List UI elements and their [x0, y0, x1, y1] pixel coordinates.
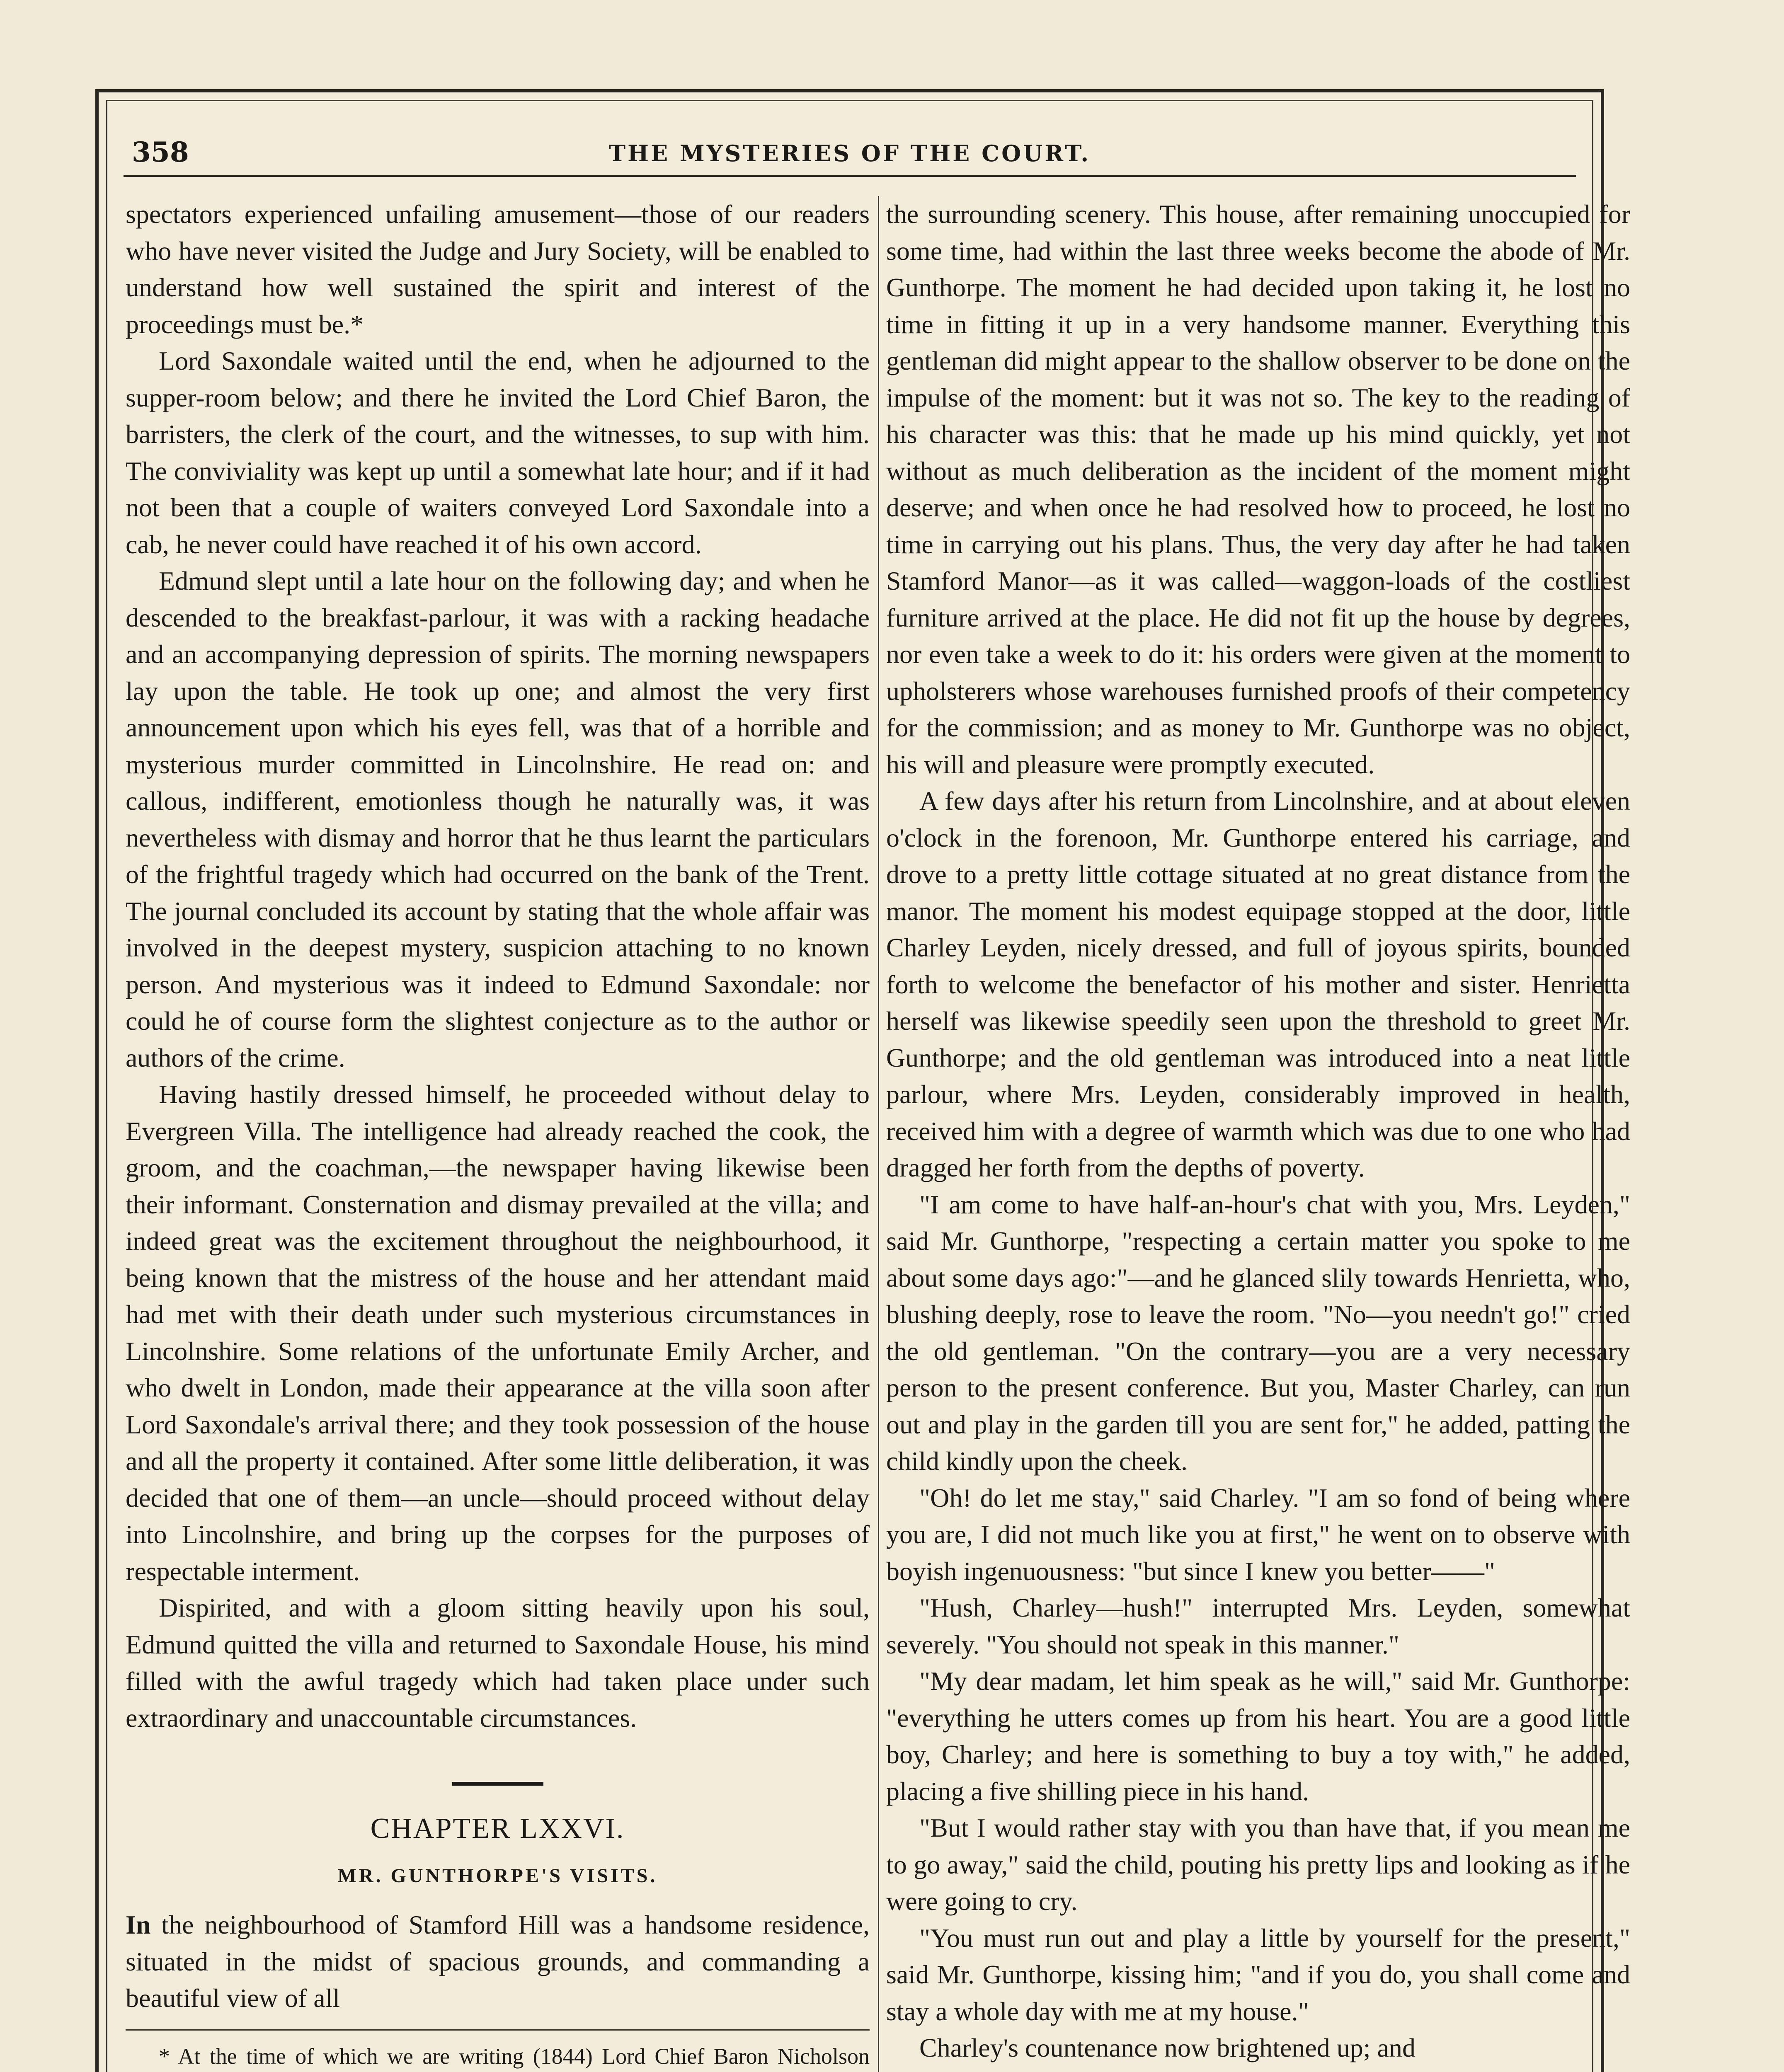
paragraph: "I am come to have half-an-hour's chat with you, Mrs. Leyden," said Mr. Gunthorpe, "respecting a certain matter you spoke to me about some days ago:"—and he glanced slily towards Henrietta, who, blushing deeply, rose to leave the room. "No—you needn't go!" cried the old gentleman. "On the contrary—you are a very necessary person to the present conference. But you, Master Charley, can run out and play in the garden till you are sent for," he added, patting the child kindly upon the cheek. — [886, 1189, 1630, 1476]
paragraph: Having hastily dressed himself, he proceeded without delay to Evergreen Villa. The intelligence had already reached the cook, the groom, and the coachman,—the newspaper having likewise been their informant. Consternation and dismay prevailed at the villa; and indeed great was the excitement throughout the neighbourhood, it being known that the mistress of the house and her attendant maid had met with their death under such mysterious circumstances in Lincolnshire. Some relations of the unfortunate Emily Archer, and who dwelt in London, made their appearance at the villa soon after Lord Saxondale's arrival there; and they took possession of the house and all the property it contained. After some little deliberation, it was decided that one of them—an uncle—should proceed without delay into Lincolnshire, and bring up the corpses for the purposes of respectable interment. — [126, 1080, 870, 1586]
paragraph: the surrounding scenery. This house, after remaining unoccupied for some time, had within the last three weeks become the abode of Mr. Gunthorpe. The moment he had decided upon taking it, he lost no time in fitting it up in a very handsome manner. Everything this gentleman did might appear to the shallow observer to be done on the impulse of the moment: but it was not so. The key to the reading of his character was this: that he made up his mind quickly, yet not without as much deliberation as the incident of the moment might deserve; and when once he had resolved how to proceed, he lost no time in carrying out his plans. Thus, the very day after he had taken Stamford Manor—as it was called—waggon-loads of the costliest furniture arrived at the place. He did not fit up the house by degrees, nor even take a week to do it: his orders were given at the moment to upholsterers whose warehouses furnished proofs of their competency for the commission; and as money to Mr. Gunthorpe was no object, his will and pleasure were promptly executed. — [886, 199, 1630, 779]
opening-initial: In — [126, 1910, 151, 1939]
chapter-opening-paragraph — [126, 1907, 870, 2017]
paragraph: "My dear madam, let him speak as he will," said Mr. Gunthorpe: "everything he utters comes up from his heart. You are a good little boy, Charley; and here is something to buy a toy with," he added, placing a five shilling piece in his hand. — [886, 1666, 1630, 1806]
paragraph: Edmund slept until a late hour on the following day; and when he descended to the breakfast-parlour, it was with a racking headache and an accompanying depression of spirits. The morning newspapers lay upon the table. He took up one; and almost the very first announcement upon which his eyes fell, was that of a horrible and mysterious murder committed in Lincolnshire. He read on: and callous, indifferent, emotionless though he naturally was, it was nevertheless with dismay and horror that he thus learnt the particulars of the frightful tragedy which had occurred on the bank of the Trent. The journal concluded its account by stating that the whole affair was involved in the deepest mystery, suspicion attaching to no known person. And mysterious was it indeed to Edmund Saxondale: nor could he of course form the slightest conjecture as to the author or authors of the crime. — [126, 566, 870, 1072]
paragraph: spectators experienced unfailing amusement—those of our readers who have never visited the Judge and Jury Society, will be enabled to understand how well sustained the spirit and interest of the proceedings must be.* — [126, 199, 870, 339]
paragraph: Charley's countenance now brightened up; and — [919, 2033, 1416, 2062]
footnote: * At the time of which we are writing (1844) Lord Chief Baron Nicholson — [159, 2043, 870, 2069]
paragraph: "But I would rather stay with you than have that, if you mean me to go away," said the child, pouting his pretty lips and looking as if he were going to cry. — [886, 1813, 1630, 1916]
running-title: THE MYSTERIES OF THE COURT. — [608, 140, 1091, 167]
footnote-rule — [126, 2029, 870, 2031]
column-divider — [878, 196, 879, 2072]
paragraph: "Oh! do let me stay," said Charley. "I am so fond of being where you are, I did not much like you at first," he went on to observe with boyish ingenuousness: "but since I knew you better——" — [886, 1483, 1630, 1586]
chapter-title: CHAPTER LXXVI. — [370, 1813, 625, 1844]
page-header — [132, 132, 1568, 177]
right-column — [886, 196, 1630, 2072]
opening-text: the neighbourhood of Stamford Hill was a handsome residence, situated in the midst of spacious grounds, and commanding a beautiful view of all — [126, 1910, 870, 2013]
paragraph: Lord Saxondale waited until the end, when he adjourned to the supper-room below; and there he invited the Lord Chief Baron, the barristers, the clerk of the court, and the witnesses, to sup with him. The conviviality was kept up until a somewhat late hour; and if it had not been that a couple of waiters conveyed Lord Saxondale into a cab, he never could have reached it of his own accord. — [126, 346, 870, 559]
page-number: 358 — [132, 136, 189, 168]
left-column — [126, 196, 870, 2072]
chapter-rule — [452, 1782, 543, 1786]
paragraph: Dispirited, and with a gloom sitting heavily upon his soul, Edmund quitted the villa and returned to Saxondale House, his mind filled with the awful tragedy which had taken place under such extraordinary and unaccountable circumstances. — [126, 1593, 870, 1733]
paragraph: A few days after his return from Lincolnshire, and at about eleven o'clock in the forenoon, Mr. Gunthorpe entered his carriage, and drove to a pretty little cottage situated at no great distance from the manor. The moment his modest equipage stopped at the door, little Charley Leyden, nicely dressed, and full of joyous spirits, bounded forth to welcome the benefactor of his mother and sister. Henrietta herself was likewise speedily seen upon the threshold to greet Mr. Gunthorpe; and the old gentleman was introduced into a neat little parlour, where Mrs. Leyden, considerably improved in health, received him with a degree of warmth which was due to one who had dragged her forth from the depths of poverty. — [886, 786, 1630, 1182]
page-frame — [95, 89, 1630, 2072]
paragraph: "Hush, Charley—hush!" interrupted Mrs. Leyden, somewhat severely. "You should not speak in this manner." — [886, 1593, 1630, 1659]
header-rule — [124, 175, 1576, 177]
paragraph: "You must run out and play a little by yourself for the present," said Mr. Gunthorpe, kissing him; "and if you do, you shall come and stay a whole day with me at my house." — [886, 1923, 1630, 2026]
chapter-subtitle: MR. GUNTHORPE'S VISITS. — [337, 1864, 658, 1887]
